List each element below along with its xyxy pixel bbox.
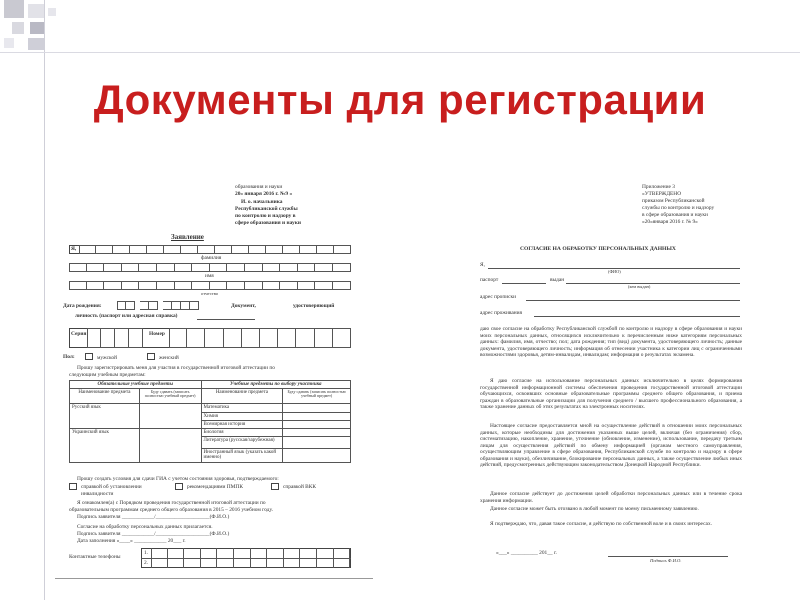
vkk-label: справкой ВКК [283,484,316,490]
name-cell-grid[interactable] [69,263,351,272]
consent-header-line: приказом Республиканской [642,198,705,204]
phone-2-label: 2. [144,560,149,566]
table-cell-input[interactable] [283,449,351,463]
surname-cell-grid [79,245,351,254]
table-subhead: Буду сдавать (записать полностью учебный предмет) [283,389,351,404]
surname-caption: фамилия [201,255,222,261]
table-subhead: Буду сдавать (записать полностью учебный предмет) [139,389,201,404]
table-cell-input[interactable] [283,437,351,449]
residence-address-label: адрес проживания [480,310,522,316]
issued-caption: (кем выдан) [628,284,651,289]
decor-horizontal-line [0,52,800,53]
number-label: Номер [149,331,165,337]
table-cell-russian: Русский язык [70,404,140,429]
table-cell-subject: Математика [201,404,283,413]
gender-label: Пол: [63,354,75,360]
dob-label: Дата рождения: [63,303,102,309]
application-form-document [55,182,373,580]
table-head-optional: Учебные предметы по выбору участника [201,381,350,389]
pmpk-label: рекомендациями ПМПК [187,484,243,490]
fio-caption: (ФИО) [608,269,621,274]
issued-line[interactable] [566,283,740,284]
consent-header-line: «УТВЕРЖДЕНО [642,191,682,197]
male-checkbox[interactable] [85,353,93,360]
table-cell-ukrainian: Украинский язык [70,429,140,463]
consent-ya: Я, [480,262,485,268]
consent-paragraph-6: Я подтверждаю, что, давая такое согласие, я действую по собственной воле и в своих интересах. [490,521,712,527]
decor-square [4,0,24,18]
phone-1-label: 1. [144,550,149,556]
decor-square [28,38,44,50]
table-cell-subject: Литература (русская/зарубежная) [201,437,283,449]
document-label-2: удостоверяющий [293,303,335,309]
consent-paragraph-2: Я даю согласие на использование персональных данных исключительно в целях формирования государственной информационной системы обеспечения проведения государственной итоговой аттестации обучающихся, освоивших основные образовательные программы среднего общего образования, и приема граждан в образовательные организации для получения среднего / высшего профессионального образования, а также хранение данных об этих результатах на электронных носителях. [480,378,742,410]
consent-header-line: Приложение 3 [642,184,675,190]
table-cell-input[interactable] [139,404,201,429]
form-header-line: сфере образования и науки [235,220,301,226]
consent-header-line: в сфере образования и науки [642,212,708,218]
request-text: Прошу зарегистрировать меня для участия в государственной итоговой аттестации по [77,365,275,371]
table-cell-subject: Всемирная история [201,421,283,429]
pmpk-checkbox[interactable] [175,483,183,490]
table-subhead: Наименование предмета [70,389,140,404]
residence-address-line[interactable] [534,316,740,317]
date-line: Дата заполнения «____» ____________ 20___ г. [77,538,186,544]
passport-line[interactable] [502,283,546,284]
decor-square [4,38,14,48]
table-cell-subject: Химия [201,413,283,421]
signature-line-1: Подпись заявителя ____________/____________________(Ф.И.О.) [77,514,230,520]
consent-paragraph-5: Данное согласие может быть отозвано в любой момент по моему письменному заявлению. [490,506,699,512]
dob-cell-grid[interactable] [117,301,209,310]
consent-title: СОГЛАСИЕ НА ОБРАБОТКУ ПЕРСОНАЛЬНЫХ ДАННЫХ [520,246,676,252]
document-label: Документ, [231,303,256,309]
consent-form-document [478,182,750,580]
form-header-line: 20» января 2016 г. №9 » [235,191,293,197]
consent-paragraph-4: Данное согласие действует до достижения целей обработки персональных данных или в течение срока хранения информации. [480,491,742,504]
disability-checkbox[interactable] [69,483,77,490]
vkk-checkbox[interactable] [271,483,279,490]
table-cell-input[interactable] [139,429,201,463]
female-label: женский [159,355,179,361]
table-subhead: Наименование предмета [201,389,283,404]
female-checkbox[interactable] [147,353,155,360]
table-cell-subject: Иностранный язык (указать какой именно) [201,449,283,463]
subjects-table [69,380,351,463]
series-cell-grid[interactable] [87,328,143,348]
table-head-mandatory: Обязательные учебные предметы [70,381,202,389]
familiar-text: Я ознакомлен(а) с Порядком проведения государственной итоговой аттестации по [77,500,266,506]
signature-line-2: Подпись заявителя ____________/____________________(Ф.И.О.) [77,531,230,537]
consent-paragraph-3: Настоящее согласие предоставляется мной на осуществление действий в отношении моих персональных данных, которые необходимы для достижения указанных выше целей, включая (без ограничения) сбор, систематизацию, накопление, хранение, уточнение (обновление, изменение), использование, передачу третьим лицам для осуществления действий по обмену информацией (органам местного самоуправления, осуществляющим управление в сфере образования, Республиканской службе по контролю и надзору в сфере образования и науки), обезличивание, блокирование персональных данных, а также осуществление любых иных действий, предусмотренных действующим законодательством Донецкой Народной Республики. [480,423,742,468]
phone-1-cells[interactable] [151,548,351,558]
passport-label: паспорт [480,277,499,283]
form-bottom-border [55,578,373,579]
consent-header-line: «20»января 2016 г. № 9» [642,219,698,225]
form-title: Заявление [171,233,204,241]
number-cell-grid[interactable] [169,328,351,348]
issued-label: выдан [550,277,565,283]
request-text-2: следующим учебным предметам: [69,372,146,378]
table-cell-input[interactable] [283,429,351,437]
decor-square [48,8,56,16]
name-caption: имя [205,273,214,279]
consent-signature-caption: Подпись Ф.И.О. [650,558,682,563]
decor-square [12,22,24,34]
slide-title: Документы для регистрации [93,76,707,123]
familiar-text-2: образовательным программам среднего общего образования в 2015 – 2016 учебном году. [69,507,273,513]
table-cell-subject: Биология [201,429,283,437]
consent-signature-line[interactable] [608,556,728,557]
ya-label: Я, [71,246,77,252]
identity-doc-label: личность (паспорт или адресная справка) [75,313,178,319]
phone-2-cells[interactable] [151,558,351,568]
decor-square [30,22,44,34]
series-label: Серия [71,331,87,337]
consent-text: Согласие на обработку персональных данных прилагается. [77,524,213,530]
patronymic-cell-grid[interactable] [69,281,351,290]
consent-header-line: службы по контролю и надзору [642,205,715,211]
phones-label: Контактные телефоны [69,554,121,560]
male-label: мужской [97,355,117,361]
conditions-text: Прошу создать условия для сдачи ГИА с учетом состояния здоровья, подтверждаемого: [77,476,279,482]
form-header-line: образования и науки [235,184,283,190]
decor-square [28,4,44,18]
disability-label: справкой об установлении инвалидности [81,484,142,497]
registration-address-label: адрес прописки [480,294,517,300]
registration-address-line[interactable] [526,300,740,301]
form-header-line: Республиканской службы [235,206,298,212]
consent-date-line: «___» __________ 201__ г. [496,550,557,556]
form-header-line: по контролю и надзору в [235,213,296,219]
table-cell-input[interactable] [283,421,351,429]
form-header-line: И. о. начальника [241,199,283,205]
table-cell-input[interactable] [283,413,351,421]
table-cell-input[interactable] [283,404,351,413]
identity-doc-line[interactable] [197,319,255,320]
patronymic-caption: отчество [201,291,219,296]
consent-paragraph-1: даю свое согласие на обработку Республиканской службой по контролю и надзору в сфере образования и науки моих персональных данных, относящихся исключительно к перечисленным ниже категориям персональных данных: фамилия, имя, отчество; пол; дата рождения; тип (вид) документа, удостоверяющего личность; данные документа, удостоверяющего личность; информация об отнесении участника к категории лиц с ограниченными возможностями здоровья, детям-инвалидам, инвалидам; информация о результатах экзамена. [480,326,742,358]
